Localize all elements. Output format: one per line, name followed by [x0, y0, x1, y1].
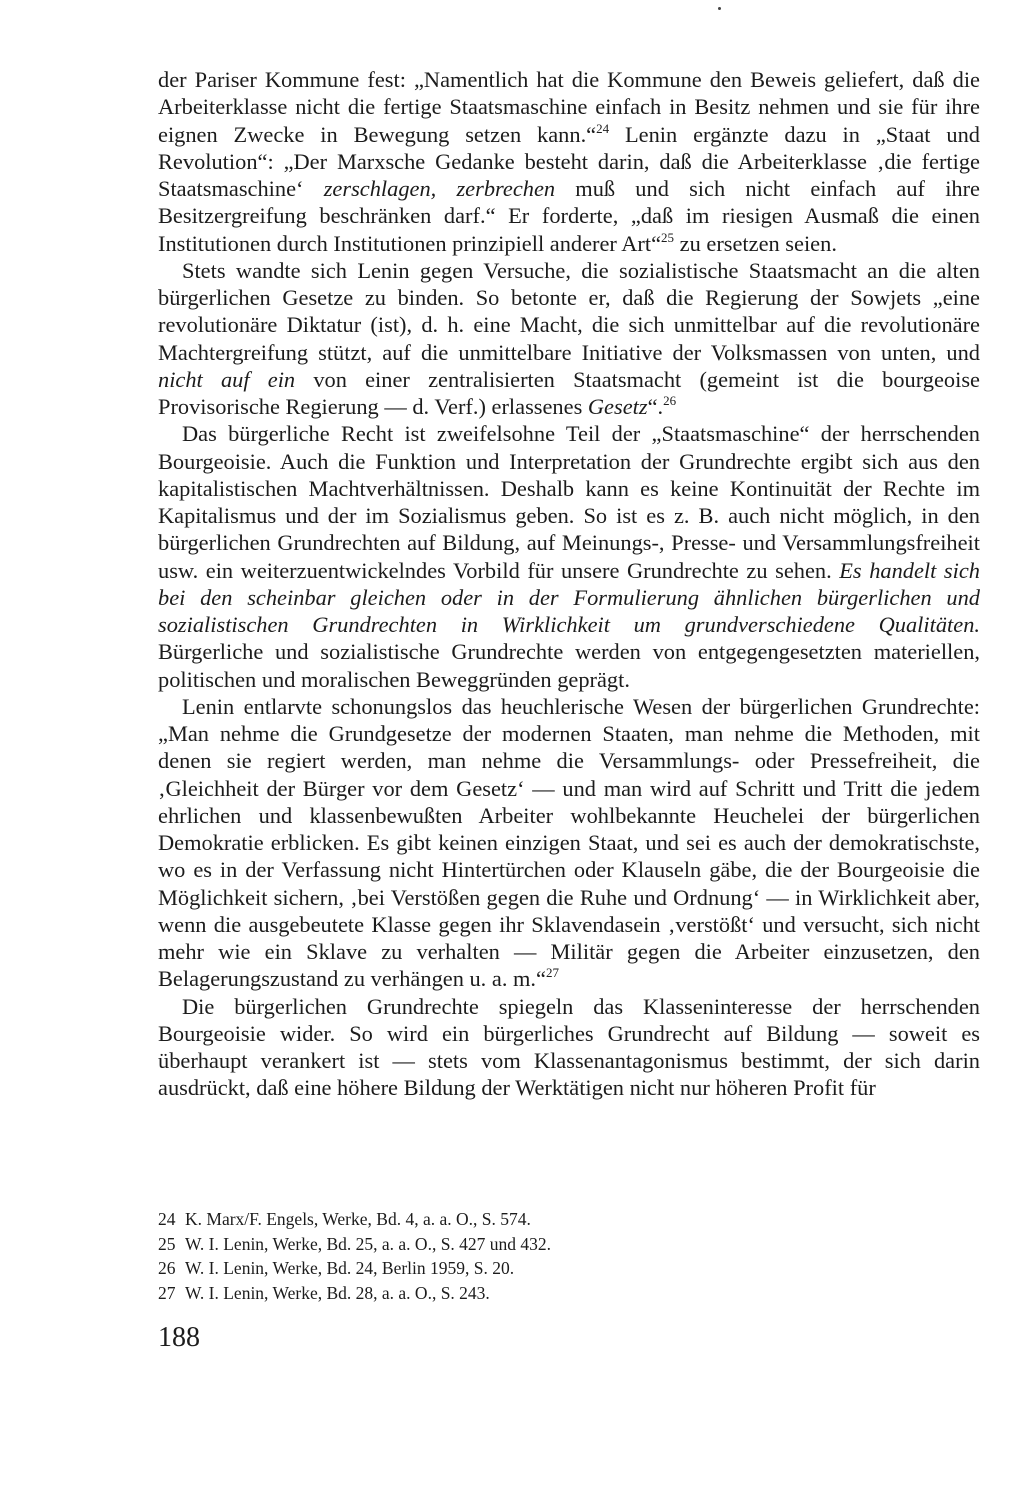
text-run: Lenin entlarvte schonungslos das heuchlerische Wesen der bürgerlichen Grundrechte: „Man nehme die Grundgesetze der modernen Staaten, man nehme die Methoden, mit denen sie regiert werden, man nehme die Versammlungs- oder Pressefreiheit, die ‚Gleichheit der Bürger vor dem Gesetz‘ — und man wird auf Schritt und Tritt die jedem ehrlichen und klassenbewußten Arbeiter wohlbekannte Heuchelei der bürgerlichen Demokratie erblicken. Es gibt keinen einzigen Staat, und sei es auch der demokratischste, wo es in der Verfassung nicht Hintertürchen oder Klauseln gäbe, die der Bourgeoisie die Möglichkeit sichern, ‚bei Verstößen gegen die Ruhe und Ordnung‘ — in Wirklichkeit aber, wenn die ausgebeutete Klasse gegen ihr Sklavendasein ‚verstößt‘ und versucht, sich nicht mehr wie ein Sklave zu verhalten — Militär gegen die Arbeiter einzusetzen, den Belagerungszustand zu verhängen u. a. m.“	[158, 693, 980, 992]
text-run: Stets wandte sich Lenin gegen Versuche, die sozialistische Staatsmacht an die alten bürgerlichen Gesetze zu binden. So betonte er, daß die Regierung der Sowjets „eine revolutionäre Diktatur (ist), d. h. eine Macht, die sich unmittelbar auf die revolutionäre Machtergreifung stützt, auf die unmittelbare Initiative der Volksmassen von unten, und	[158, 257, 980, 365]
footnote-25	[158, 1232, 858, 1257]
footnote-24	[158, 1207, 858, 1232]
text-run: Lenin ergänzte dazu in „Staat und Revolution“: „Der Marxsche Gedanke besteht darin, daß die Arbeiterklasse ‚die fertige Staatsmaschine‘	[158, 121, 980, 201]
footnote-number: 24	[158, 1209, 176, 1229]
page-number: 188	[158, 1322, 200, 1353]
footnote-ref: 25	[661, 229, 675, 245]
paragraph-4	[158, 693, 980, 993]
footnote-ref: 26	[663, 393, 677, 408]
text-run: Bürgerliche und sozialistische Grundrechte werden von entgegengesetzten materiellen, politischen und moralischen Beweggründen geprägt.	[158, 639, 980, 692]
footnote-text: W. I. Lenin, Werke, Bd. 24, Berlin 1959, S. 20.	[185, 1258, 515, 1278]
footnote-27	[158, 1281, 858, 1306]
italic-run: zerschlagen, zerbrechen	[323, 176, 556, 201]
text-run: Das bürgerliche Recht ist zweifelsohne Teil der „Staatsmaschine“ der herrschenden Bourgeoisie. Auch die Funktion und Interpretation der Grundrechte ergibt sich aus den kapitalistischen Machtverhältnissen. Deshalb kann es keine Kontinuität der Rechte im Kapitalismus und der im Sozialismus geben. So ist es z. B. auch nicht möglich, in den bürgerlichen Grundrechten auf Bildung, auf Meinungs-, Presse- und Versammlungsfreiheit usw. ein weiterzuentwickelndes Vorbild für unsere Grundrechte zu sehen.	[158, 421, 980, 583]
footnote-text: W. I. Lenin, Werke, Bd. 28, a. a. O., S. 243.	[185, 1282, 490, 1303]
text-run: der Pariser Kommune fest: „Namentlich hat die Kommune den Beweis geliefert, daß die Arbeiterklasse nicht die fertige Staatsmaschine einfach in Besitz nehmen und sie für ihre eignen Zwecke in Bewegung setzen kann.“	[158, 67, 980, 147]
body-text	[158, 66, 980, 1102]
scan-speck	[718, 7, 721, 10]
footnote-26	[158, 1256, 858, 1281]
text-run: von einer zentralisierten Staatsmacht (gemeint ist die bourgeoise Provisorische Regierung — d. Verf.) erlassenes	[158, 366, 980, 419]
paragraph-2	[158, 257, 980, 421]
italic-run: nicht auf ein	[158, 366, 296, 392]
footnote-ref: 24	[596, 120, 610, 136]
footnote-number: 26	[158, 1258, 176, 1278]
footnote-text: W. I. Lenin, Werke, Bd. 25, a. a. O., S. 427 und 432.	[185, 1233, 552, 1254]
italic-run: Gesetz	[587, 394, 648, 419]
text-run: muß und sich nicht einfach auf ihre Besitzergreifung beschränken darf.“ Er forderte, „daß im riesigen Ausmaß die einen Institutionen durch Institutionen prinzipiell anderer Art“	[158, 176, 980, 256]
footnote-text: K. Marx/F. Engels, Werke, Bd. 4, a. a. O., S. 574.	[185, 1209, 531, 1229]
footnotes	[158, 1207, 858, 1305]
footnote-ref: 27	[545, 965, 559, 981]
text-run: “.	[647, 394, 664, 419]
paragraph-5	[158, 993, 980, 1102]
footnote-number: 27	[158, 1282, 176, 1303]
text-run: zu ersetzen seien.	[674, 230, 837, 256]
italic-run: Es handelt sich bei den scheinbar gleichen oder in der Formulierung ähnlichen bürgerlichen und sozialistischen Grundrechten in Wirklichkeit um grundverschiedene Qualitäten.	[158, 557, 980, 637]
text-run: Die bürgerlichen Grundrechte spiegeln das Klasseninteresse der herrschenden Bourgeoisie wider. So wird ein bürgerliches Grundrecht auf Bildung — soweit es überhaupt verankert ist — stets vom Klassenantagonismus bestimmt, der sich darin ausdrückt, daß eine höhere Bildung der Werktätigen nicht nur höheren Profit für	[158, 993, 980, 1101]
paragraph-1	[158, 66, 980, 257]
paragraph-3	[158, 420, 980, 693]
footnote-number: 25	[158, 1233, 176, 1254]
